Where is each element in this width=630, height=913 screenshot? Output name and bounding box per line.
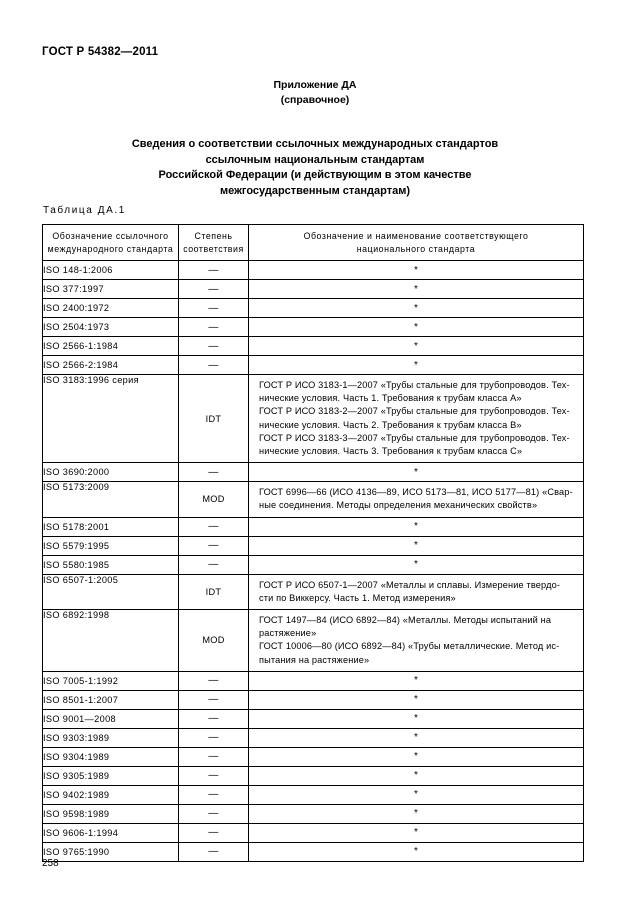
- table-row: [43, 766, 584, 785]
- table-row: [43, 574, 584, 609]
- table-row: [43, 356, 584, 375]
- table-row: [43, 671, 584, 690]
- cell-national-standard: *: [249, 555, 584, 574]
- table-row: [43, 299, 584, 318]
- cell-conformity-degree: —: [179, 842, 249, 861]
- column-header-national-standard-line-1: Обозначение и наименование соответствующего: [303, 231, 529, 241]
- cell-iso-designation: ISO 6507-1:2005: [43, 574, 179, 609]
- cell-iso-designation: ISO 9001—2008: [43, 709, 179, 728]
- cell-national-standard: *: [249, 804, 584, 823]
- table-row: [43, 482, 584, 517]
- cell-iso-designation: ISO 9304:1989: [43, 747, 179, 766]
- cell-iso-designation: ISO 148-1:2006: [43, 261, 179, 280]
- cell-conformity-degree: —: [179, 785, 249, 804]
- national-standard-line: пытания на растяжение»: [259, 654, 370, 665]
- table-row: [43, 337, 584, 356]
- column-header-conformity-degree-line-2: соответствия: [183, 243, 244, 254]
- cell-conformity-degree: —: [179, 536, 249, 555]
- cell-conformity-degree: —: [179, 337, 249, 356]
- national-standard-line: ГОСТ Р ИСО 6507-1—2007 «Металлы и сплавы. Измерение твердо-: [259, 579, 561, 590]
- cell-national-standard: *: [249, 536, 584, 555]
- cell-national-standard: *: [249, 517, 584, 536]
- national-standard-line: ГОСТ Р ИСО 3183-3—2007 «Трубы стальные для трубопроводов. Тех-: [259, 432, 570, 443]
- national-standard-line: ГОСТ 6996—66 (ИСО 4136—89, ИСО 5173—81, ИСО 5177—81) «Свар-: [259, 487, 573, 498]
- cell-iso-designation: ISO 5579:1995: [43, 536, 179, 555]
- cell-national-standard: [249, 610, 584, 672]
- cell-conformity-degree: —: [179, 318, 249, 337]
- table-row: [43, 463, 584, 482]
- appendix-kind: (справочное): [280, 94, 350, 106]
- table-row: [43, 728, 584, 747]
- cell-national-standard: *: [249, 823, 584, 842]
- cell-iso-designation: ISO 7005-1:1992: [43, 671, 179, 690]
- cell-iso-designation: ISO 6892:1998: [43, 610, 179, 672]
- cell-iso-designation: ISO 2566-1:1984: [43, 337, 179, 356]
- column-header-iso-designation-line-2: международного стандарта: [47, 243, 174, 254]
- cell-conformity-degree: —: [179, 728, 249, 747]
- table-body: [43, 261, 584, 862]
- table-caption: Таблица ДА.1: [43, 205, 126, 216]
- table-row: [43, 555, 584, 574]
- national-standard-line: нические условия. Часть 3. Требования к трубам класса С»: [259, 446, 523, 457]
- national-standard-line: ГОСТ Р ИСО 3183-2—2007 «Трубы стальные для трубопроводов. Тех-: [259, 406, 570, 417]
- cell-conformity-degree: —: [179, 261, 249, 280]
- page-title-line-3: Российской Федерации (и действующим в этом качестве: [158, 169, 472, 181]
- cell-national-standard: *: [249, 356, 584, 375]
- cell-iso-designation: ISO 2400:1972: [43, 299, 179, 318]
- national-standard-line: ГОСТ 1497—84 (ИСО 6892—84) «Металлы. Методы испытаний на: [259, 615, 552, 626]
- national-standard-line: ГОСТ 10006—80 (ИСО 6892—84) «Трубы металлические. Метод ис-: [259, 641, 560, 652]
- table-row: [43, 823, 584, 842]
- cell-conformity-degree: —: [179, 804, 249, 823]
- national-standard-line: растяжение»: [259, 628, 317, 639]
- cell-national-standard: *: [249, 318, 584, 337]
- cell-national-standard: *: [249, 261, 584, 280]
- table-row: [43, 690, 584, 709]
- table-row: [43, 785, 584, 804]
- table-row: [43, 804, 584, 823]
- cell-iso-designation: ISO 9765:1990: [43, 842, 179, 861]
- cell-conformity-degree: —: [179, 299, 249, 318]
- column-header-national-standard-line-2: национального стандарта: [356, 243, 476, 254]
- cell-national-standard: *: [249, 299, 584, 318]
- cell-conformity-degree: —: [179, 517, 249, 536]
- cell-conformity-degree: —: [179, 463, 249, 482]
- table-row: [43, 842, 584, 861]
- cell-conformity-degree: —: [179, 671, 249, 690]
- cell-iso-designation: ISO 9305:1989: [43, 766, 179, 785]
- cell-conformity-degree: IDT: [179, 574, 249, 609]
- cell-conformity-degree: —: [179, 690, 249, 709]
- table-row: [43, 318, 584, 337]
- table-header-row: [43, 225, 584, 261]
- table-row: [43, 280, 584, 299]
- cell-iso-designation: ISO 3690:2000: [43, 463, 179, 482]
- cell-national-standard: *: [249, 709, 584, 728]
- cell-national-standard: *: [249, 690, 584, 709]
- cell-conformity-degree: —: [179, 766, 249, 785]
- page-title-line-1: Сведения о соответствии ссылочных международных стандартов: [131, 138, 499, 150]
- cell-iso-designation: ISO 5178:2001: [43, 517, 179, 536]
- cell-national-standard: *: [249, 463, 584, 482]
- appendix-label: Приложение ДА: [273, 79, 357, 91]
- appendix-heading: [0, 78, 630, 108]
- cell-conformity-degree: IDT: [179, 375, 249, 463]
- cell-iso-designation: ISO 5580:1985: [43, 555, 179, 574]
- cell-iso-designation: ISO 5173:2009: [43, 482, 179, 517]
- national-standard-line: ные соединения. Методы определения механических свойств»: [259, 500, 538, 511]
- page-title: [0, 137, 630, 199]
- national-standard-line: нические условия. Часть 2. Требования к трубам класса В»: [259, 419, 522, 430]
- cell-national-standard: [249, 482, 584, 517]
- page-title-line-4: межгосударственным стандартам): [219, 184, 411, 197]
- cell-iso-designation: ISO 2504:1973: [43, 318, 179, 337]
- cell-conformity-degree: —: [179, 555, 249, 574]
- cell-conformity-degree: MOD: [179, 610, 249, 672]
- table-row: [43, 261, 584, 280]
- cell-iso-designation: ISO 9606-1:1994: [43, 823, 179, 842]
- cell-conformity-degree: —: [179, 747, 249, 766]
- table-row: [43, 709, 584, 728]
- cell-conformity-degree: MOD: [179, 482, 249, 517]
- table-row: [43, 375, 584, 463]
- cell-national-standard: [249, 375, 584, 463]
- page-title-line-2: ссылочным национальным стандартам: [205, 153, 425, 166]
- cell-national-standard: *: [249, 671, 584, 690]
- table-row: [43, 536, 584, 555]
- cell-national-standard: [249, 574, 584, 609]
- column-header-national-standard: [249, 225, 584, 261]
- cell-national-standard: *: [249, 785, 584, 804]
- cell-iso-designation: ISO 377:1997: [43, 280, 179, 299]
- table-row: [43, 517, 584, 536]
- column-header-conformity-degree-line-1: Степень: [194, 231, 233, 241]
- cell-national-standard: *: [249, 728, 584, 747]
- page-number: 258: [42, 858, 59, 869]
- national-standard-line: сти по Виккерсу. Часть 1. Метод измерения»: [259, 592, 456, 603]
- cell-national-standard: *: [249, 766, 584, 785]
- document-header-standard-number: ГОСТ Р 54382—2011: [42, 46, 159, 58]
- cell-national-standard: *: [249, 747, 584, 766]
- cell-iso-designation: ISO 9402:1989: [43, 785, 179, 804]
- cell-national-standard: *: [249, 337, 584, 356]
- cell-national-standard: *: [249, 280, 584, 299]
- cell-iso-designation: ISO 8501-1:2007: [43, 690, 179, 709]
- cell-iso-designation: ISO 9303:1989: [43, 728, 179, 747]
- standards-correspondence-table: [42, 224, 584, 862]
- table-row: [43, 610, 584, 672]
- cell-iso-designation: ISO 3183:1996 серия: [43, 375, 179, 463]
- cell-conformity-degree: —: [179, 709, 249, 728]
- table-header: [43, 225, 584, 261]
- column-header-iso-designation: [43, 225, 179, 261]
- column-header-iso-designation-line-1: Обозначение ссылочного: [52, 231, 169, 241]
- cell-conformity-degree: —: [179, 280, 249, 299]
- cell-conformity-degree: —: [179, 356, 249, 375]
- national-standard-line: ГОСТ Р ИСО 3183-1—2007 «Трубы стальные для трубопроводов. Тех-: [259, 380, 570, 390]
- national-standard-line: нические условия. Часть 1. Требования к трубам класса А»: [259, 393, 522, 404]
- table-row: [43, 747, 584, 766]
- cell-conformity-degree: —: [179, 823, 249, 842]
- cell-iso-designation: ISO 9598:1989: [43, 804, 179, 823]
- column-header-conformity-degree: [179, 225, 249, 261]
- cell-iso-designation: ISO 2566-2:1984: [43, 356, 179, 375]
- cell-national-standard: *: [249, 842, 584, 861]
